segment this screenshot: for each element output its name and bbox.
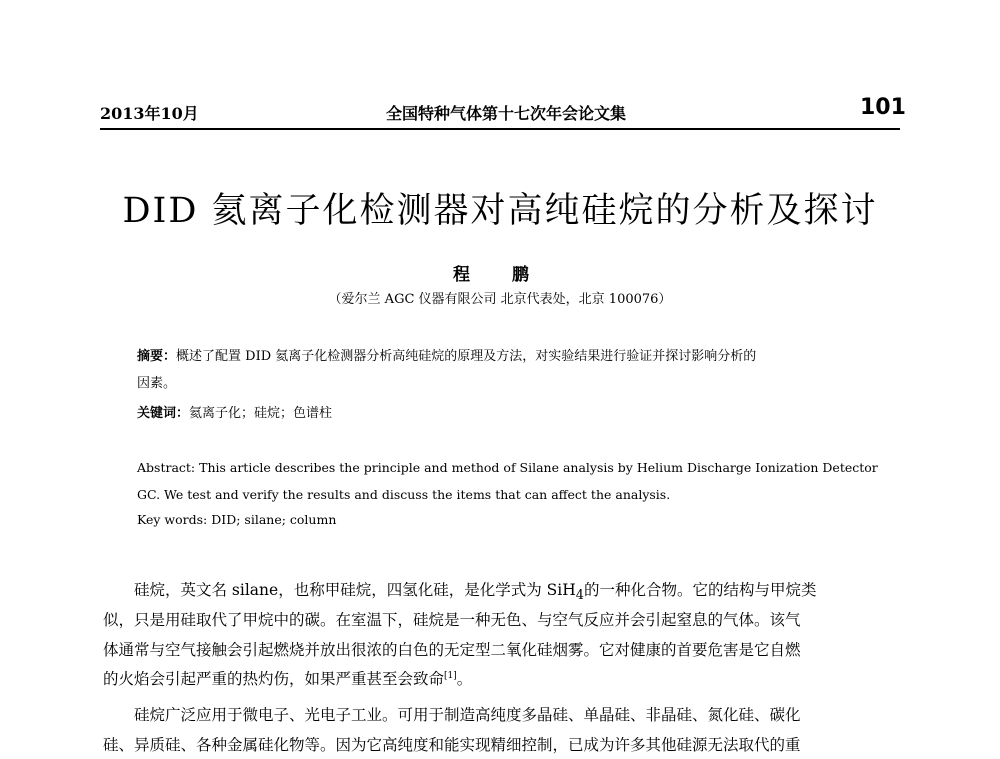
body-p1-line-3: 体通常与空气接触会引起燃烧并放出很浓的白色的无定型二氧化硅烟雾。它对健康的首要危害是它自燃 bbox=[103, 641, 801, 659]
citation-ref: [1] bbox=[444, 670, 457, 681]
author-name: 程 鹏 bbox=[453, 265, 547, 285]
body-text: 的火焰会引起严重的热灼伤，如果严重甚至会致命 bbox=[103, 670, 445, 688]
header-date: 2013年10月 bbox=[100, 104, 199, 123]
abstract-zh-line-2: 因素。 bbox=[137, 376, 177, 391]
body-p1-line-2: 似，只是用硅取代了甲烷中的碳。在室温下，硅烷是一种无色、与空气反应并会引起窒息的气体。该气 bbox=[103, 611, 801, 629]
paper-title: DID 氦离子化检测器对高纯硅烷的分析及探讨 bbox=[122, 191, 878, 231]
body-p2-line-2: 硅、异质硅、各种金属硅化物等。因为它高纯度和能实现精细控制，已成为许多其他硅源无法取代的重 bbox=[103, 736, 801, 754]
abstract-zh-text: 概述了配置 DID 氦离子化检测器分析高纯硅烷的原理及方法，对实验结果进行验证并探讨影响分析的 bbox=[176, 349, 757, 364]
subscript: 4 bbox=[575, 588, 584, 604]
abstract-en-line-1: Abstract: This article describes the principle and method of Silane analysis by Helium Discharge Ionization Detector bbox=[137, 460, 878, 475]
keywords-zh bbox=[137, 402, 332, 421]
body-p1-line-1 bbox=[134, 578, 816, 603]
body-text: 的一种化合物。它的结构与甲烷类 bbox=[583, 581, 817, 599]
body-text: 。 bbox=[456, 670, 473, 688]
abstract-zh-label: 摘要： bbox=[137, 349, 177, 364]
body-p2-line-1: 硅烷广泛应用于微电子、光电子工业。可用于制造高纯度多晶硅、单晶硅、非晶硅、氮化硅、碳化 bbox=[134, 706, 801, 724]
keywords-en: Key words: DID; silane; column bbox=[137, 512, 337, 527]
author-affiliation: （爱尔兰 AGC 仪器有限公司 北京代表处，北京 100076） bbox=[328, 292, 672, 307]
header-rule bbox=[100, 128, 900, 130]
body-p1-line-4 bbox=[103, 667, 472, 689]
abstract-zh-line-1 bbox=[137, 345, 756, 364]
abstract-en-line-2: GC. We test and verify the results and discuss the items that can affect the analysis. bbox=[137, 487, 671, 502]
body-text: 硅烷，英文名 silane，也称甲硅烷，四氢化硅，是化学式为 SiH bbox=[134, 581, 576, 599]
keywords-zh-label: 关键词： bbox=[137, 406, 190, 421]
page-number: 101 bbox=[860, 95, 906, 120]
keywords-zh-text: 氦离子化；硅烷；色谱柱 bbox=[189, 406, 333, 421]
header-conference-title: 全国特种气体第十七次年会论文集 bbox=[386, 104, 627, 123]
